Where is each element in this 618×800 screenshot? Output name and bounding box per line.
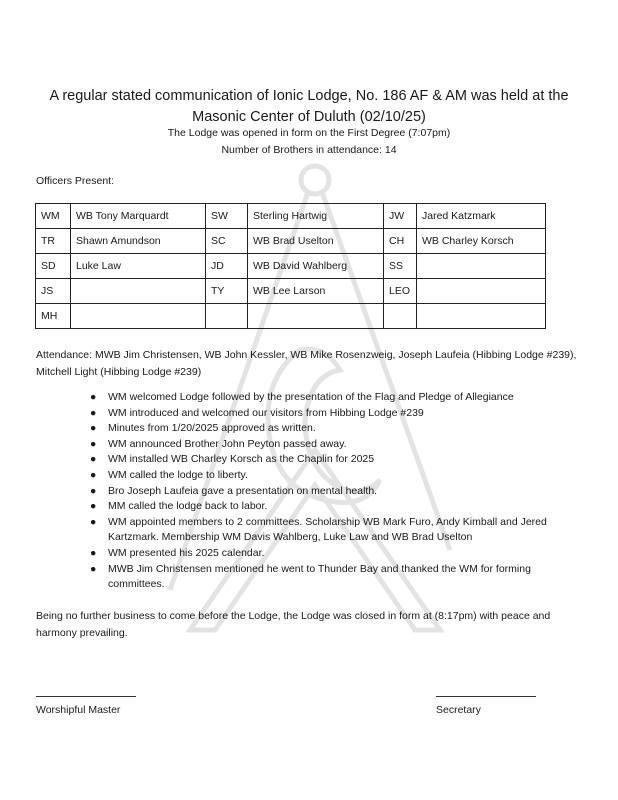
list-item-text: WM welcomed Lodge followed by the presentation of the Flag and Pledge of Allegiance	[108, 391, 514, 403]
bullet-icon: ●	[90, 453, 97, 466]
officer-name	[71, 304, 206, 329]
officer-name: WB Charley Korsch	[417, 229, 546, 254]
list-item-text: MM called the lodge back to labor.	[108, 500, 268, 513]
bullet-icon: ●	[90, 406, 97, 419]
bullet-icon: ●	[90, 468, 97, 481]
officer-position: JD	[206, 254, 248, 279]
officer-name	[417, 304, 546, 329]
list-item	[92, 406, 552, 422]
table-row	[36, 254, 546, 279]
officer-position	[384, 304, 417, 329]
officer-position: TY	[206, 279, 248, 304]
table-row	[36, 279, 546, 304]
list-item-text: Bro Joseph Laufeia gave a presentation on mental health.	[108, 484, 378, 497]
officers-table	[35, 203, 546, 329]
officer-position: LEO	[384, 279, 417, 304]
officer-name: WB Tony Marquardt	[71, 204, 206, 229]
officer-name: WB David Wahlberg	[248, 254, 384, 279]
bullet-icon: ●	[90, 515, 97, 528]
officer-name: Jared Katzmark	[417, 204, 546, 229]
bullet-icon: ●	[90, 546, 97, 559]
bullet-icon: ●	[90, 562, 97, 575]
officer-name	[248, 304, 384, 329]
officer-name: Shawn Amundson	[71, 229, 206, 254]
officer-position	[206, 304, 248, 329]
list-item	[92, 484, 552, 500]
list-item-text: WM introduced and welcomed our visitors from Hibbing Lodge #239	[108, 406, 424, 419]
secretary-label: Secretary	[436, 704, 481, 716]
officer-name: Sterling Hartwig	[248, 204, 384, 229]
list-item-text: WM appointed members to 2 committees. Scholarship WB Mark Furo, Andy Kimball and Jered Kartzmark. Membership WM Davis Wahlberg, Luke Law and WB Brad Uselton	[108, 515, 547, 544]
list-item	[92, 499, 552, 515]
officer-position: TR	[36, 229, 71, 254]
officer-position: WM	[36, 204, 71, 229]
list-item-text: MWB Jim Christensen mentioned he went to Thunder Bay and thanked the WM for forming committees.	[108, 562, 531, 591]
officer-position: MH	[36, 304, 71, 329]
bullet-icon: ●	[90, 484, 97, 497]
table-row	[36, 204, 546, 229]
officer-name: WB Brad Uselton	[248, 229, 384, 254]
list-item-text: WM presented his 2025 calendar.	[108, 546, 265, 559]
officer-position: SS	[384, 254, 417, 279]
worshipful-master-label: Worshipful Master	[36, 704, 121, 716]
bullet-icon: ●	[90, 422, 97, 435]
attendance-list: Attendance: MWB Jim Christensen, WB John Kessler, WB Mike Rosenzweig, Joseph Laufeia (Hibbing Lodge #239), Mitchell Light (Hibbing Lodge #239)	[36, 349, 577, 378]
officer-name	[417, 279, 546, 304]
bullet-icon: ●	[90, 500, 97, 513]
list-item-text: Minutes from 1/20/2025 approved as written.	[108, 422, 316, 435]
officer-name	[71, 279, 206, 304]
list-item	[92, 546, 552, 562]
table-row	[36, 229, 546, 254]
heading-line-2: Masonic Center of Duluth (02/10/25)	[192, 109, 426, 125]
list-item	[92, 421, 552, 437]
table-row	[36, 304, 546, 329]
list-item-text: WM installed WB Charley Korsch as the Chaplin for 2025	[108, 453, 375, 466]
list-item	[92, 468, 552, 484]
minutes-list	[92, 390, 552, 593]
officer-name: WB Lee Larson	[248, 279, 384, 304]
bullet-icon: ●	[90, 391, 97, 403]
list-item-text: WM called the lodge to liberty.	[108, 468, 248, 481]
list-item-text: WM announced Brother John Peyton passed away.	[108, 437, 347, 450]
officer-position: SD	[36, 254, 71, 279]
heading-line-1: A regular stated communication of Ionic Lodge, No. 186 AF & AM was held at the	[49, 88, 569, 104]
list-item	[92, 452, 552, 468]
officer-name	[417, 254, 546, 279]
bullet-icon: ●	[90, 437, 97, 450]
officer-position: SW	[206, 204, 248, 229]
list-item	[92, 390, 552, 406]
list-item	[92, 437, 552, 453]
officer-position: JS	[36, 279, 71, 304]
officer-name: Luke Law	[71, 254, 206, 279]
list-item	[92, 562, 552, 593]
list-item	[92, 515, 552, 546]
officer-position: JW	[384, 204, 417, 229]
closing-statement: Being no further business to come before the Lodge, the Lodge was closed in form at (8:17pm) with peace and harmony prevailing.	[36, 610, 551, 639]
officer-position: CH	[384, 229, 417, 254]
secretary-signature-line	[436, 696, 536, 697]
officer-position: SC	[206, 229, 248, 254]
worshipful-master-signature-line	[36, 696, 136, 697]
attendance-count: Number of Brothers in attendance: 14	[221, 144, 397, 156]
officers-label: Officers Present:	[36, 175, 115, 187]
opening-statement: The Lodge was opened in form on the First Degree (7:07pm)	[167, 127, 451, 139]
